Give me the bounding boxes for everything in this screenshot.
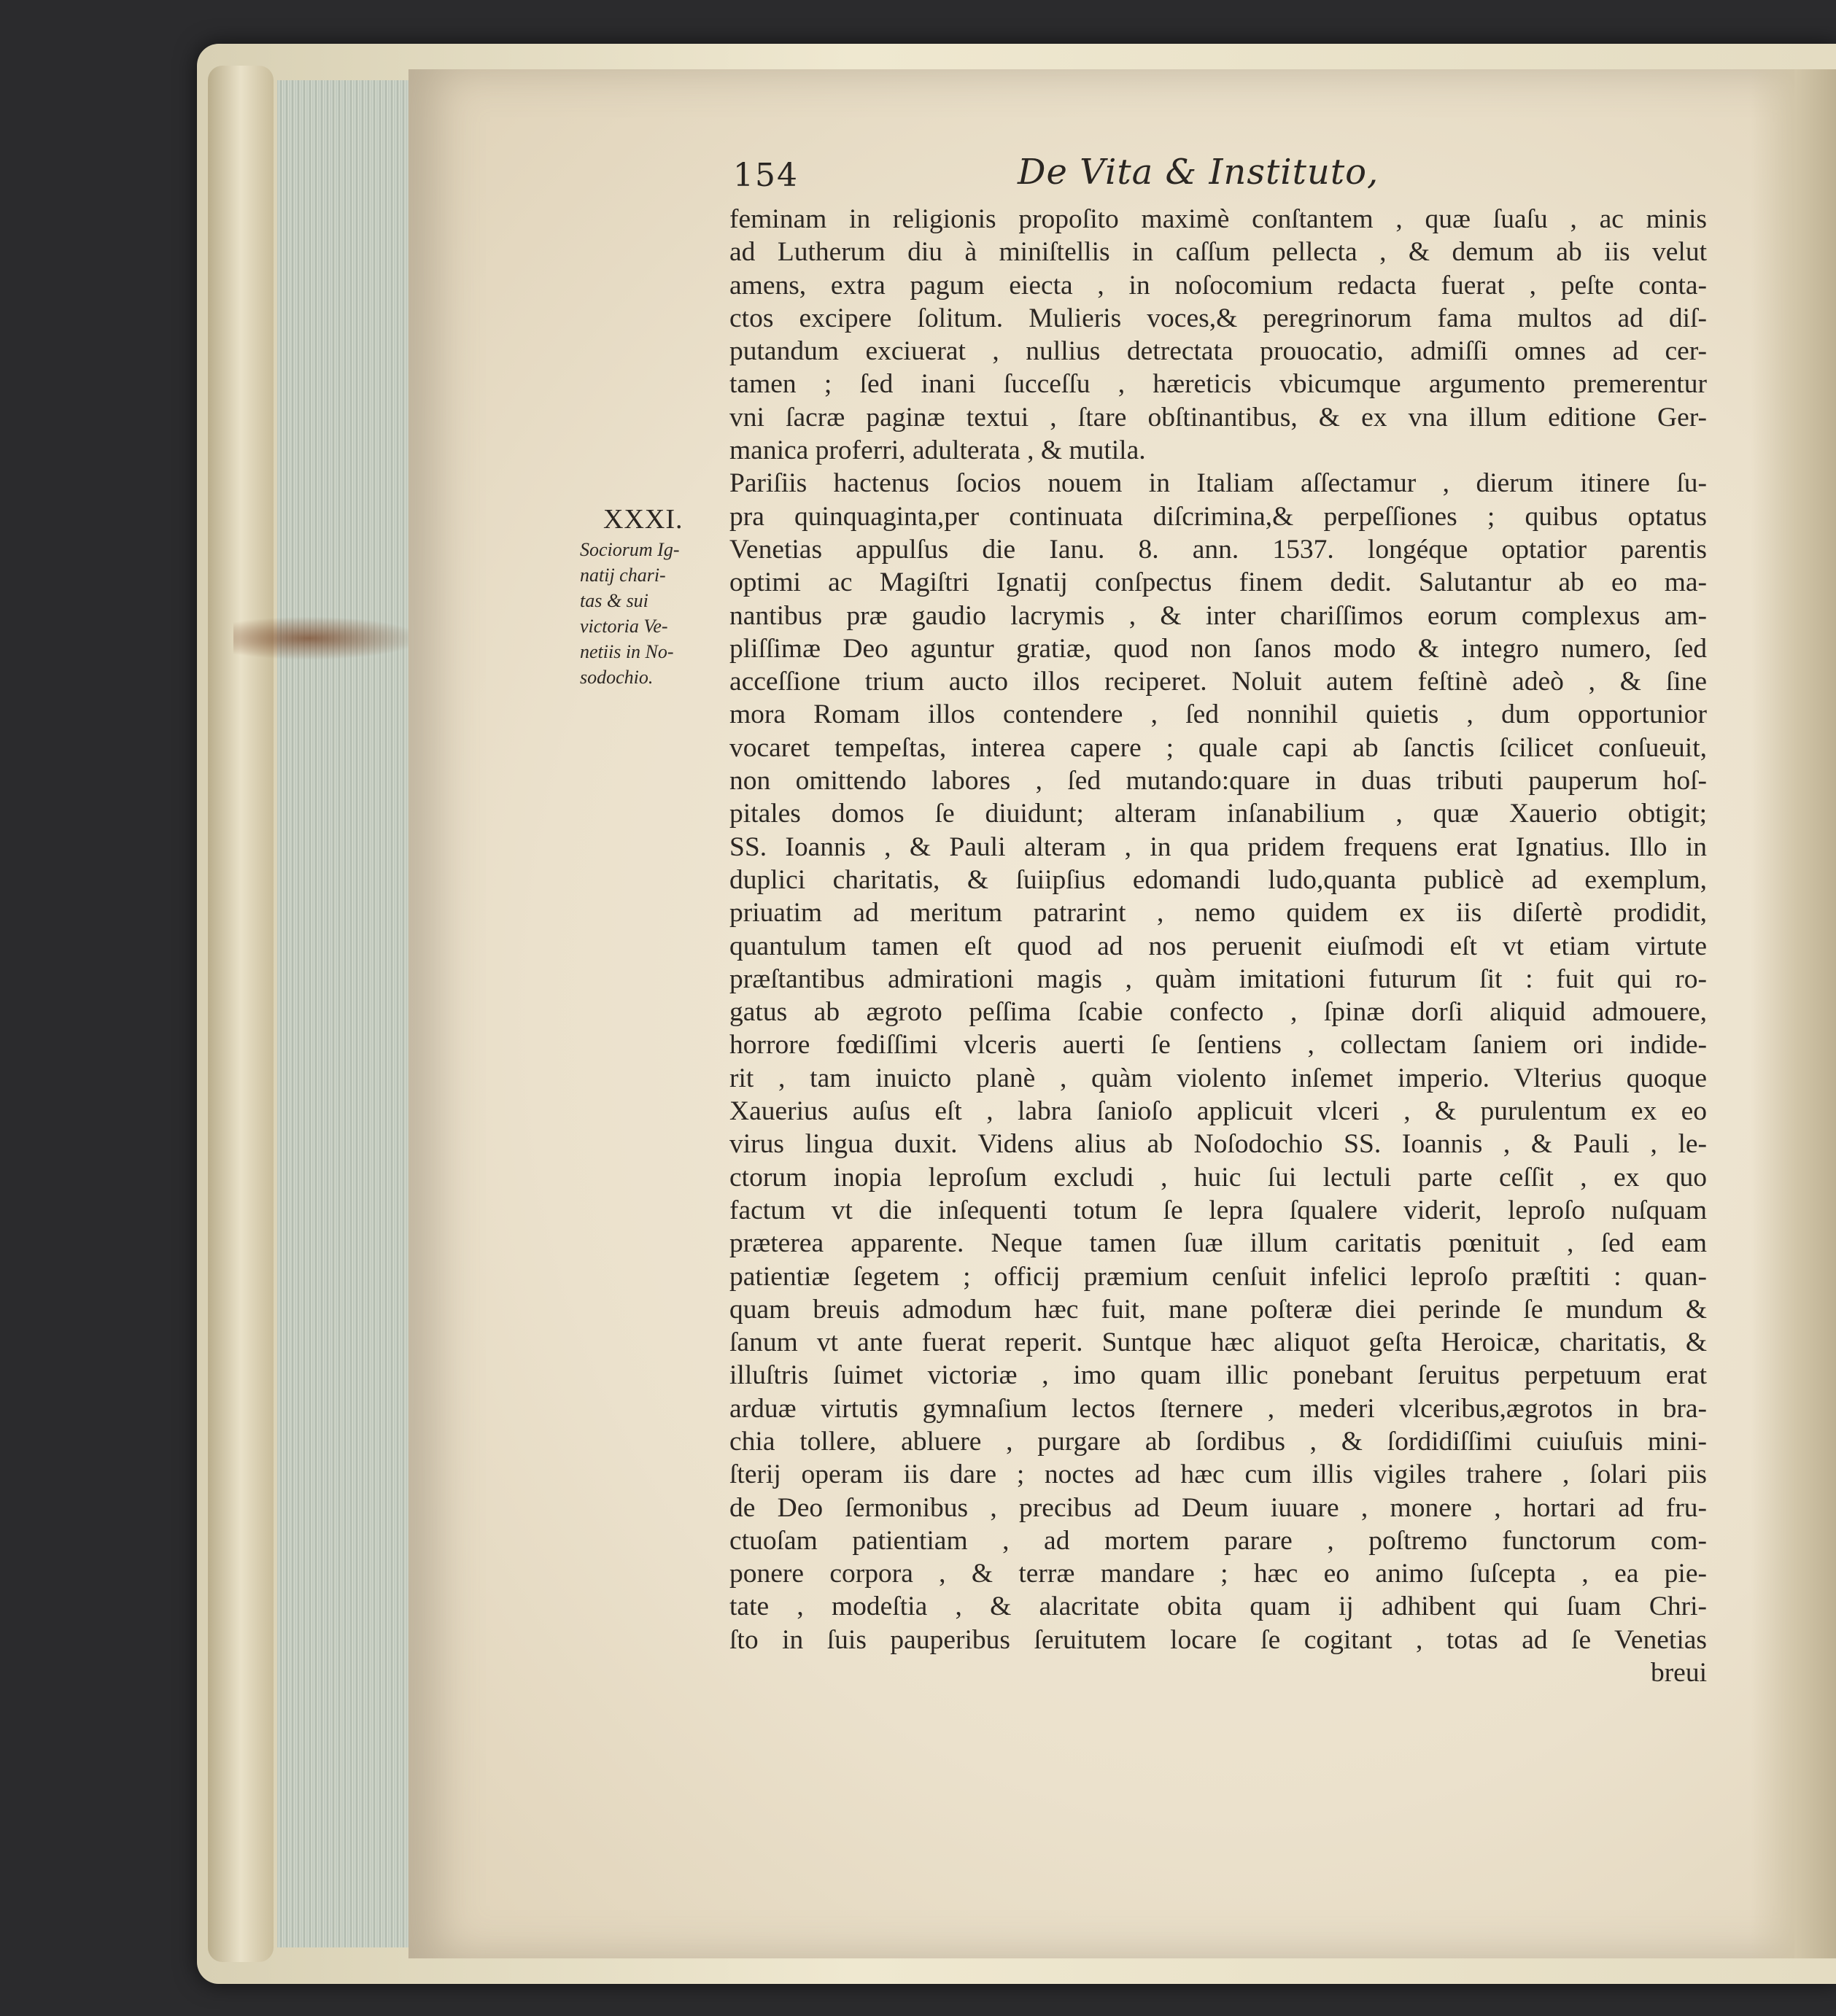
text-line: putandum exciuerat , nullius detrectata prouocatio, admiſſi omnes ad cer- — [729, 336, 1707, 367]
text-line: ponere corpora , & terræ mandare ; hæc eo animo ſuſcepta , ea pie- — [729, 1559, 1707, 1589]
page-edges — [277, 80, 423, 1947]
running-head: De Vita & Instituto, — [1018, 152, 1379, 193]
catchword: breui — [1650, 1658, 1707, 1689]
text-line: de Deo ſermonibus , precibus ad Deum iuuare , monere , hortari ad fru- — [729, 1492, 1707, 1523]
edge-stain — [233, 616, 423, 660]
text-line: ſanum vt ante fuerat reperit. Suntque hæc aliquot geſta Heroicæ, charitatis, & — [729, 1327, 1707, 1358]
text-line: gatus ab ægroto peſſima ſcabie confecto , ſpinæ dorſi aliquid admouere, — [729, 997, 1707, 1028]
text-line: pliſſimæ Deo aguntur gratiæ, quod non ſanos modo & integro numero, ſed — [729, 633, 1707, 664]
text-line: pitales domos ſe diuidunt; alteram inſanabilium , quæ Xauerio obtigit; — [729, 799, 1707, 829]
text-line: ſterij operam iis dare ; noctes ad hæc cum illis vigiles trahere , ſolari piis — [729, 1459, 1707, 1490]
book-spine — [208, 66, 274, 1962]
text-line: præterea apparente. Neque tamen ſuæ illum caritatis pœnituit , ſed eam — [729, 1228, 1707, 1259]
margin-note-line: natij chari- — [580, 565, 666, 586]
text-line: priuatim ad meritum patrarint , nemo quidem ex iis diſertè prodidit, — [729, 898, 1707, 928]
text-line: Xauerius auſus eſt , labra ſanioſo applicuit vlceri , & purulentum ex eo — [729, 1096, 1707, 1127]
text-line: ſto in ſuis pauperibus ſeruitutem locare ſe cogitant , totas ad ſe Venetias — [729, 1624, 1707, 1655]
text-line: manica proferri, adulterata , & mutila. — [729, 435, 1146, 466]
text-line: feminam in religionis propoſito maximè conſtantem , quæ ſuaſu , ac minis — [729, 204, 1707, 234]
text-line: ctorum inopia leproſum excludi , huic ſui lectuli parte ceſſit , ex quo — [729, 1162, 1707, 1193]
text-line: Venetias appulſus die Ianu. 8. ann. 1537. longéque optatior parentis — [729, 534, 1707, 565]
text-line: tamen ; ſed inani ſucceſſu , hæreticis vbicumque argumento premerentur — [729, 369, 1707, 400]
text-line: illuſtris ſuimet victoriæ , imo quam illic ponebant ſeruitus perpetuum erat — [729, 1360, 1707, 1391]
text-line: SS. Ioannis , & Pauli alteram , in qua pridem frequens erat Ignatius. Illo in — [729, 831, 1707, 862]
text-line: tate , modeſtia , & alacritate obita quam ij adhibent qui ſuam Chri- — [729, 1592, 1707, 1622]
text-line: horrore fœdiſſimi vlceris auerti ſe ſentiens , collectam ſaniem ori indide- — [729, 1030, 1707, 1061]
text-line: amens, extra pagum eiecta , in noſocomium redacta fuerat , peſte conta- — [729, 270, 1707, 301]
text-line: ctos excipere ſolitum. Mulieris voces,& peregrinorum fama multos ad diſ- — [729, 303, 1707, 333]
text-line: ad Lutherum diu à miniſtellis in caſſum pellecta , & demum ab iis velut — [729, 237, 1707, 268]
text-line: vocaret tempeſtas, interea capere ; quale capi ab ſanctis ſcilicet conſueuit, — [729, 732, 1707, 763]
text-line: non omittendo labores , ſed mutando:quare in duas tributi pauperum hoſ- — [729, 766, 1707, 796]
text-line: quam breuis admodum hæc fuit, mane poſteræ diei perinde ſe mundum & — [729, 1294, 1707, 1325]
text-line: Pariſiis hactenus ſocios nouem in Italiam aſſectamur , dierum itinere ſu- — [729, 468, 1707, 499]
page-curl-shade — [1751, 69, 1836, 1958]
text-line: arduæ virtutis gymnaſium lectos ſternere , mederi vlceribus,ægrotos in bra- — [729, 1393, 1707, 1424]
margin-note — [580, 502, 718, 690]
text-line: nantibus præ gaudio lacrymis , & inter chariſſimos eorum complexus am- — [729, 600, 1707, 631]
text-line: virus lingua duxit. Videns alius ab Noſodochio SS. Ioannis , & Pauli , le- — [729, 1129, 1707, 1160]
text-line: pra quinquaginta,per continuata diſcrimina,& perpeſſiones ; quibus optatus — [729, 501, 1707, 532]
text-line: ctuoſam patientiam , ad mortem parare , poſtremo functorum com- — [729, 1525, 1707, 1556]
text-line: chia tollere, abluere , purgare ab ſordibus , & ſordidiſſimi cuiuſuis mini- — [729, 1426, 1707, 1457]
text-line: mora Romam illos contendere , ſed nonnihil quietis , dum opportunior — [729, 699, 1707, 730]
text-line: factum vt die inſequenti totum ſe lepra ſqualere viderit, leproſo nuſquam — [729, 1195, 1707, 1225]
margin-note-line: tas & sui — [580, 590, 648, 611]
margin-note-line: sodochio. — [580, 667, 654, 688]
text-line: rit , tam inuicto planè , quàm violento inſemet imperio. Vlterius quoque — [729, 1063, 1707, 1093]
margin-note-line: netiis in No- — [580, 641, 674, 662]
text-line: præſtantibus admirationi magis , quàm imitationi futurum ſit : fuit qui ro- — [729, 964, 1707, 994]
body-text — [729, 203, 1707, 1689]
section-number: XXXI. — [603, 504, 683, 535]
text-line: patientiæ ſegetem ; officij præmium cenſuit infelici leproſo præſtiti : quan- — [729, 1261, 1707, 1292]
text-line: optimi ac Magiſtri Ignatij conſpectus finem dedit. Salutantur ab eo ma- — [729, 567, 1707, 598]
page-number: 154 — [733, 157, 799, 194]
margin-note-line: victoria Ve- — [580, 616, 668, 637]
text-line: duplici charitatis, & ſuiipſius edomandi ludo,quanta publicè ad exemplum, — [729, 864, 1707, 895]
text-line: quantulum tamen eſt quod ad nos peruenit eiuſmodi eſt vt etiam virtute — [729, 931, 1707, 961]
margin-note-line: Sociorum Ig- — [580, 539, 680, 560]
text-line: vni ſacræ paginæ textui , ſtare obſtinantibus, & ex vna illum editione Ger- — [729, 402, 1707, 433]
text-line: acceſſione trium aucto illos reciperet. Noluit autem feſtinè adeò , & ſine — [729, 667, 1707, 697]
